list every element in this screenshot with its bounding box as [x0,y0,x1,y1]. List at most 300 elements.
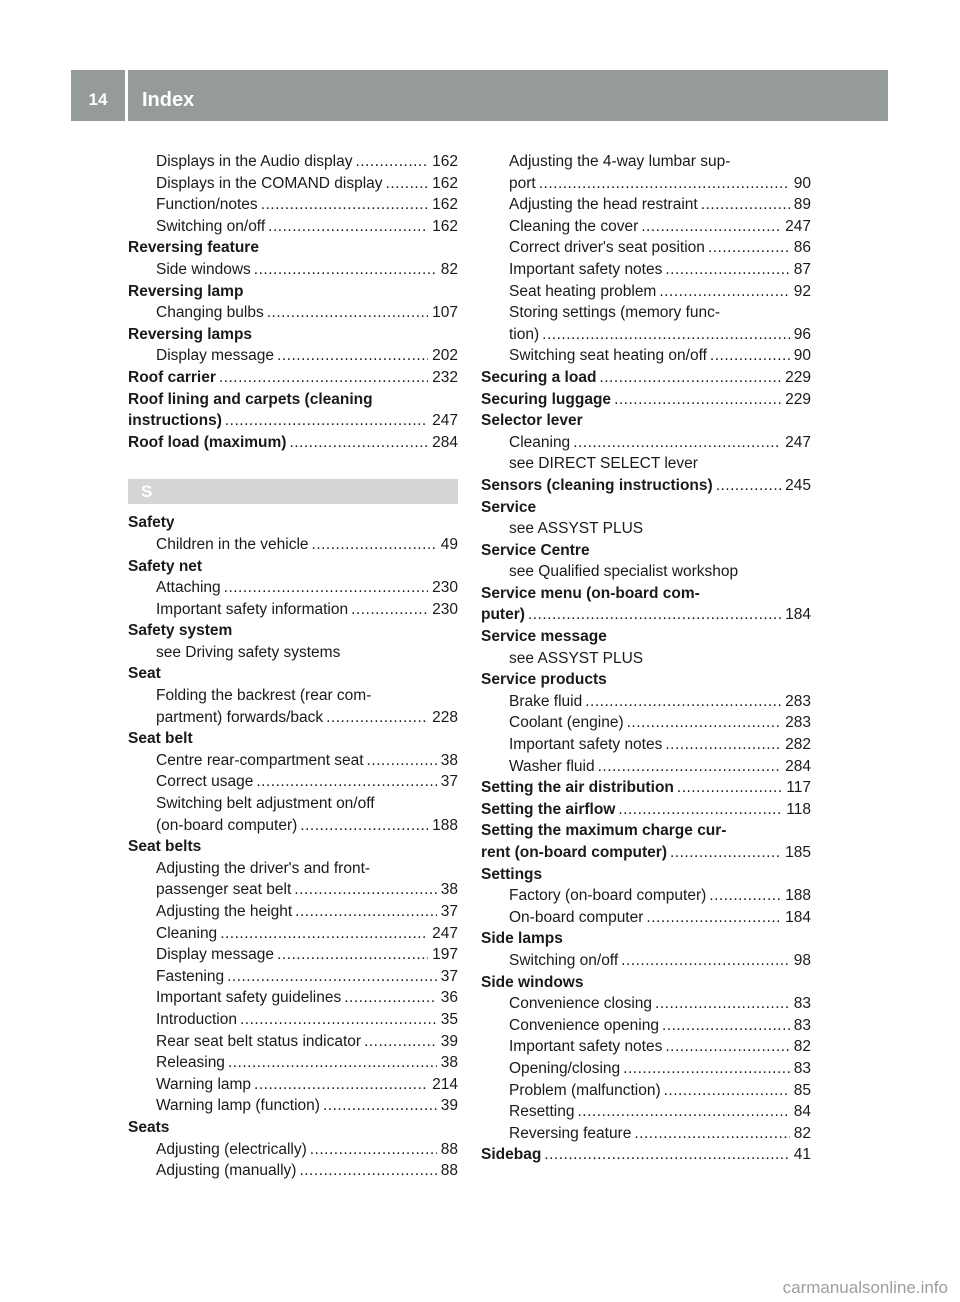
entry-text: partment) forwards/back [156,708,324,726]
dot-leader [295,901,437,923]
entry-text: see Driving safety systems [156,643,341,661]
entry-text: Settings [481,865,543,883]
index-entry-heading[interactable] [481,389,811,411]
index-subentry[interactable] [128,259,458,281]
page-reference[interactable]: 118 [786,800,811,818]
index-subentry[interactable] [481,712,811,734]
index-subentry[interactable] [481,1101,811,1123]
dot-leader [670,842,781,864]
entry-text: puter) [481,606,525,624]
entry-text: Seats [128,1118,170,1136]
entry-text: Cleaning [509,433,571,451]
index-subentry[interactable] [481,691,811,713]
entry-text: Cleaning [156,924,218,942]
index-subentry [481,453,811,475]
dot-leader [621,950,790,972]
dot-leader [254,1074,428,1096]
entry-text: Selector lever [481,412,583,430]
index-column-left [128,151,458,1182]
page-reference[interactable]: 284 [785,757,811,775]
dot-leader [627,712,782,734]
entry-text: Seat belts [128,838,202,856]
entry-text: Switching seat heating on/off [509,347,707,365]
page-reference[interactable]: 90 [793,347,811,365]
dot-leader [585,691,781,713]
dot-leader [665,1036,789,1058]
entry-text: Service message [481,628,607,646]
dot-leader [344,987,437,1009]
page-reference[interactable]: 282 [785,736,811,754]
dot-leader [367,750,437,772]
entry-text: Correct driver's seat position [509,239,705,257]
entry-text: port [509,174,536,192]
index-entry-heading[interactable] [128,432,458,454]
page-reference[interactable]: 284 [432,433,458,451]
entry-text: Reversing feature [128,239,259,257]
index-entry-heading [481,626,811,648]
dot-leader [228,1052,437,1074]
dot-leader [326,707,428,729]
index-subentry[interactable] [128,923,458,945]
entry-text: Changing bulbs [156,304,264,322]
index-entry-heading[interactable] [481,1144,811,1166]
entry-text: Setting the maximum charge cur- [481,822,727,840]
dot-leader [323,1095,437,1117]
page-reference[interactable]: 188 [432,816,458,834]
entry-text: Setting the air distribution [481,779,674,797]
page-reference[interactable]: 283 [785,714,811,732]
dot-leader [225,410,428,432]
entry-text: Side windows [156,260,251,278]
index-subentry[interactable] [481,885,811,907]
entry-text: Seat heating problem [509,282,657,300]
entry-text: Switching on/off [509,951,619,969]
dot-leader [598,756,782,778]
index-entry-heading [481,864,811,886]
index-subentry[interactable] [128,966,458,988]
entry-text: (on-board computer) [156,816,298,834]
entry-text: Attaching [156,579,221,597]
entry-text: Safety system [128,622,233,640]
index-subentry[interactable] [128,901,458,923]
index-entry-heading[interactable] [481,475,811,497]
entry-text: Fastening [156,967,225,985]
index-entry-heading [128,556,458,578]
index-subentry[interactable] [128,194,458,216]
dot-leader [268,216,428,238]
page-reference[interactable]: 188 [785,887,811,905]
index-entry-heading [128,237,458,259]
index-subentry[interactable] [481,259,811,281]
page-reference[interactable]: 162 [432,217,458,235]
page-reference[interactable]: 88 [440,1162,458,1180]
index-subentry[interactable] [128,750,458,772]
watermark: carmanualsonline.info [782,1278,948,1297]
page-reference[interactable]: 83 [793,1016,811,1034]
page-reference[interactable]: 230 [432,600,458,618]
index-subentry[interactable] [481,432,811,454]
header-divider [125,70,128,121]
page-reference[interactable]: 184 [785,606,811,624]
dot-leader [634,1123,789,1145]
index-subentry [481,518,811,540]
page-reference[interactable]: 117 [786,779,811,797]
dot-leader [289,432,428,454]
index-column-right [481,151,811,1166]
entry-text: Opening/closing [509,1059,621,1077]
dot-leader [227,966,437,988]
dot-leader [267,302,428,324]
page-reference[interactable]: 229 [785,368,811,386]
page-reference[interactable]: 197 [432,946,458,964]
index-entry-heading [481,540,811,562]
entry-text: Service [481,498,537,516]
index-subentry[interactable] [128,1031,458,1053]
dot-leader [709,885,781,907]
entry-text: Seat belt [128,730,193,748]
index-subentry [128,858,458,880]
index-subentry[interactable] [128,987,458,1009]
page-reference[interactable]: 283 [785,692,811,710]
dot-leader [351,599,428,621]
page-reference[interactable]: 214 [432,1075,458,1093]
index-subentry[interactable] [128,1052,458,1074]
entry-text: Correct usage [156,773,254,791]
page-reference[interactable]: 98 [793,951,811,969]
page-reference[interactable]: 86 [793,239,811,257]
entry-text: Switching belt adjustment on/off [156,795,375,813]
index-subentry[interactable] [128,707,458,729]
entry-text: tion) [509,325,540,343]
entry-text: Switching on/off [156,217,266,235]
dot-leader [355,151,428,173]
page-reference[interactable]: 38 [440,881,458,899]
entry-text: Important safety notes [509,260,663,278]
index-subentry[interactable] [481,173,811,195]
index-subentry [128,793,458,815]
dot-leader [300,815,428,837]
index-subentry[interactable] [481,907,811,929]
entry-text: Warning lamp [156,1075,252,1093]
index-subentry [481,561,811,583]
page-reference[interactable]: 49 [440,535,458,553]
dot-leader [254,259,437,281]
dot-leader [539,173,790,195]
page-reference[interactable]: 90 [793,174,811,192]
index-subentry[interactable] [481,1123,811,1145]
entry-text: Adjusting (electrically) [156,1140,307,1158]
index-subentry[interactable] [481,237,811,259]
entry-text: Securing luggage [481,390,612,408]
page-reference[interactable]: 84 [793,1103,811,1121]
index-subentry[interactable] [128,599,458,621]
entry-text: Seat [128,665,161,683]
page-reference[interactable]: 82 [793,1124,811,1142]
index-subentry[interactable] [481,1058,811,1080]
index-entry-heading[interactable] [481,799,811,821]
entry-text: Important safety information [156,600,349,618]
index-entry-heading [128,389,458,411]
entry-text: Securing a load [481,368,597,386]
index-subentry[interactable] [128,1009,458,1031]
dot-leader [659,281,789,303]
page-reference[interactable]: 36 [440,989,458,1007]
index-subentry[interactable] [481,993,811,1015]
dot-leader [277,944,428,966]
index-subentry[interactable] [481,345,811,367]
entry-text: Rear seat belt status indicator [156,1032,362,1050]
index-subentry[interactable] [481,216,811,238]
dot-leader [256,771,436,793]
dot-leader [224,577,428,599]
entry-text: Factory (on-board computer) [509,887,707,905]
index-entry-heading[interactable] [481,842,811,864]
dot-leader [614,389,781,411]
page-reference[interactable]: 162 [432,174,458,192]
page-reference[interactable]: 230 [432,579,458,597]
index-subentry[interactable] [128,173,458,195]
page-reference[interactable]: 247 [785,217,811,235]
dot-leader [623,1058,790,1080]
entry-text: Adjusting the head restraint [509,196,698,214]
page-reference[interactable]: 82 [440,260,458,278]
index-entry-heading [128,1117,458,1139]
entry-text: see Qualified specialist workshop [509,563,739,581]
index-entry-heading[interactable] [128,410,458,432]
index-subentry[interactable] [128,1095,458,1117]
index-subentry[interactable] [128,944,458,966]
entry-text: Coolant (engine) [509,714,624,732]
dot-leader [665,734,781,756]
entry-text: Brake fluid [509,692,583,710]
entry-text: Reversing feature [509,1124,632,1142]
index-entry-heading [481,972,811,994]
index-subentry[interactable] [481,1015,811,1037]
page-reference[interactable]: 245 [785,476,811,494]
index-subentry[interactable] [128,345,458,367]
page-number: 14 [88,90,108,109]
index-subentry[interactable] [481,1080,811,1102]
index-entry-heading[interactable] [481,777,811,799]
index-entry-heading [128,836,458,858]
index-subentry[interactable] [128,1074,458,1096]
entry-text: Important safety guidelines [156,989,342,1007]
page-reference[interactable]: 107 [432,304,458,322]
dot-leader [708,237,790,259]
index-entry-heading [481,820,811,842]
entry-text: Adjusting the height [156,903,293,920]
dot-leader [240,1009,437,1031]
entry-text: instructions) [128,412,222,430]
page-reference[interactable]: 247 [432,924,458,942]
index-entry-heading [128,728,458,750]
entry-text: Side windows [481,973,584,991]
entry-text: rent (on-board computer) [481,844,667,861]
entry-text: see ASSYST PLUS [509,520,644,538]
dot-leader [312,534,437,556]
index-entry-heading [481,669,811,691]
dot-leader [542,324,790,346]
page-reference[interactable]: 232 [432,368,458,386]
dot-leader [710,345,790,367]
page-reference[interactable]: 162 [432,153,458,170]
page-reference[interactable]: 39 [440,1032,458,1050]
page-reference[interactable]: 184 [785,908,811,926]
dot-leader [219,367,428,389]
index-subentry[interactable] [128,216,458,238]
index-subentry[interactable] [128,1139,458,1161]
entry-text: Setting the airflow [481,800,616,818]
dot-leader [299,1160,436,1182]
index-entry-heading[interactable] [481,367,811,389]
entry-text: Side lamps [481,930,563,948]
index-entry-heading[interactable] [128,367,458,389]
page-reference[interactable]: 83 [793,1059,811,1077]
page-reference[interactable]: 89 [793,196,811,214]
index-subentry [481,302,811,324]
entry-text: Service menu (on-board com- [481,584,700,602]
page-reference[interactable]: 38 [440,1054,458,1072]
dot-leader [386,173,429,195]
index-subentry[interactable] [481,194,811,216]
index-subentry[interactable] [481,756,811,778]
index-subentry[interactable] [128,1160,458,1182]
entry-text: Service Centre [481,541,590,559]
entry-text: Adjusting (manually) [156,1162,297,1180]
index-subentry[interactable] [128,577,458,599]
dot-leader [665,259,789,281]
entry-text: Introduction [156,1010,237,1028]
index-subentry[interactable] [128,879,458,901]
entry-text: Children in the vehicle [156,535,309,553]
entry-text: Displays in the COMAND display [156,174,383,192]
index-entry-heading[interactable] [481,604,811,626]
entry-text: Centre rear-compartment seat [156,751,364,769]
index-subentry[interactable] [481,1036,811,1058]
entry-text: Warning lamp (function) [156,1097,320,1115]
entry-text: Displays in the Audio display [156,153,353,170]
page-reference[interactable]: 185 [785,844,811,861]
dot-leader [528,604,781,626]
page-reference[interactable]: 41 [793,1146,811,1164]
page-reference[interactable]: 87 [793,260,811,278]
page-reference[interactable]: 35 [440,1010,458,1028]
index-entry-heading [128,324,458,346]
entry-text: Releasing [156,1054,225,1072]
entry-text: Important safety notes [509,1038,663,1056]
index-subentry[interactable] [128,302,458,324]
index-subentry[interactable] [128,151,458,173]
entry-text: see DIRECT SELECT lever [509,455,698,473]
dot-leader [261,194,428,216]
index-subentry[interactable] [128,815,458,837]
entry-text: see ASSYST PLUS [509,649,644,667]
page-reference[interactable]: 88 [440,1140,458,1158]
entry-text: Storing settings (memory func- [509,304,721,322]
entry-text: Safety net [128,557,203,575]
entry-text: Safety [128,514,175,532]
entry-text: Roof carrier [128,368,216,386]
index-subentry[interactable] [481,281,811,303]
dot-leader [599,367,781,389]
index-entry-heading [481,583,811,605]
page-reference[interactable]: 38 [440,751,458,769]
dot-leader [310,1139,437,1161]
entry-text: Adjusting the 4-way lumbar sup- [509,153,731,170]
page-reference[interactable]: 82 [793,1038,811,1056]
dot-leader [544,1144,789,1166]
entry-text: Display message [156,946,275,964]
page-reference[interactable]: 202 [432,347,458,365]
dot-leader [716,475,781,497]
index-entry-heading [128,663,458,685]
index-entry-heading [481,928,811,950]
entry-text: passenger seat belt [156,881,292,899]
page-reference[interactable]: 37 [440,967,458,985]
entry-text: Resetting [509,1103,575,1121]
entry-text: Adjusting the driver's and front- [156,859,371,877]
page-reference[interactable]: 37 [440,903,458,920]
index-subentry [128,685,458,707]
dot-leader [577,1101,789,1123]
page-header [71,70,888,121]
entry-text: Service products [481,671,607,689]
dot-leader [573,432,781,454]
dot-leader [364,1031,437,1053]
entry-text: Cleaning the cover [509,217,639,235]
dot-leader [677,777,782,799]
page-reference[interactable]: 39 [440,1097,458,1115]
index-subentry[interactable] [128,534,458,556]
page-reference[interactable]: 83 [793,995,811,1013]
dot-leader [655,993,790,1015]
page-reference[interactable]: 162 [432,196,458,214]
index-entry-heading [481,410,811,432]
index-subentry[interactable] [481,734,811,756]
dot-leader [618,799,782,821]
page-reference[interactable]: 228 [432,708,458,726]
index-subentry [128,642,458,664]
section-heading: S [128,479,458,504]
entry-text: Problem (malfunction) [509,1081,661,1099]
entry-text: Folding the backrest (rear com- [156,687,372,705]
page-reference[interactable]: 85 [793,1081,811,1099]
entry-text: Roof lining and carpets (cleaning [128,390,373,408]
page-reference[interactable]: 96 [793,325,811,343]
page-reference[interactable]: 92 [793,282,811,300]
entry-text: Sidebag [481,1146,542,1164]
entry-text: Sensors (cleaning instructions) [481,476,713,494]
entry-text: Important safety notes [509,736,663,754]
index-subentry [481,648,811,670]
page-reference[interactable]: 247 [432,412,458,430]
entry-text: Reversing lamp [128,282,244,300]
index-subentry[interactable] [128,771,458,793]
dot-leader [220,923,428,945]
index-entry-heading [481,497,811,519]
index-subentry[interactable] [481,950,811,972]
page-reference[interactable]: 229 [785,390,811,408]
index-subentry[interactable] [481,324,811,346]
dot-leader [701,194,790,216]
entry-text: Washer fluid [509,757,595,775]
page-reference[interactable]: 37 [440,773,458,791]
page-title: Index [142,89,195,111]
entry-text: Reversing lamps [128,325,253,343]
dot-leader [294,879,436,901]
dot-leader [664,1080,790,1102]
page-reference[interactable]: 247 [785,433,811,451]
